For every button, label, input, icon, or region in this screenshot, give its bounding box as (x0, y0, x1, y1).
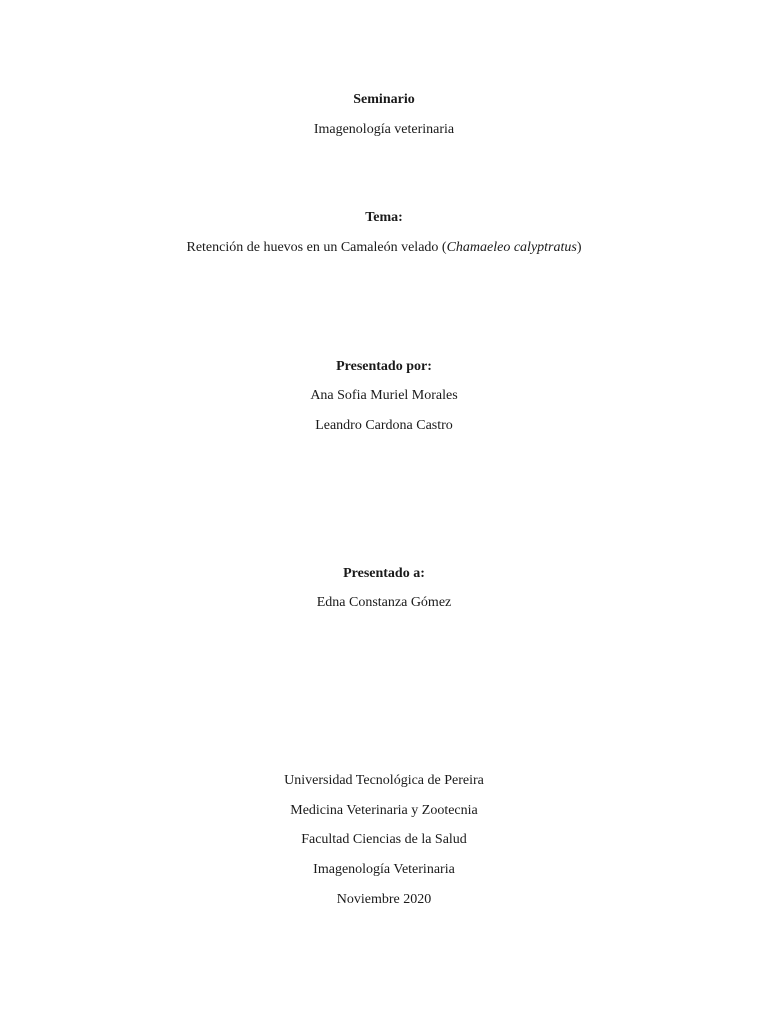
author-name: Ana Sofia Muriel Morales (310, 388, 458, 403)
topic-title (0, 239, 768, 257)
topic-title-suffix: ) (576, 240, 582, 255)
presented-to-name: Edna Constanza Gómez (316, 595, 452, 610)
topic-scientific-name: Chamaeleo calyptratus (446, 240, 577, 255)
topic-heading: Tema: (365, 210, 403, 225)
author-name: Leandro Cardona Castro (315, 418, 453, 433)
presented-by-heading: Presentado por: (336, 359, 432, 374)
university-name: Universidad Tecnológica de Pereira (284, 773, 484, 788)
document-date: Noviembre 2020 (336, 892, 432, 907)
topic-title-prefix: Retención de huevos en un Camaleón velado ( (186, 240, 447, 255)
faculty-name: Facultad Ciencias de la Salud (301, 832, 467, 847)
seminar-subject: Imagenología veterinaria (313, 122, 455, 137)
presented-to-heading: Presentado a: (343, 566, 425, 581)
seminar-heading: Seminario (353, 92, 415, 107)
course-name: Imagenología Veterinaria (313, 862, 455, 877)
program-name: Medicina Veterinaria y Zootecnia (290, 803, 478, 818)
